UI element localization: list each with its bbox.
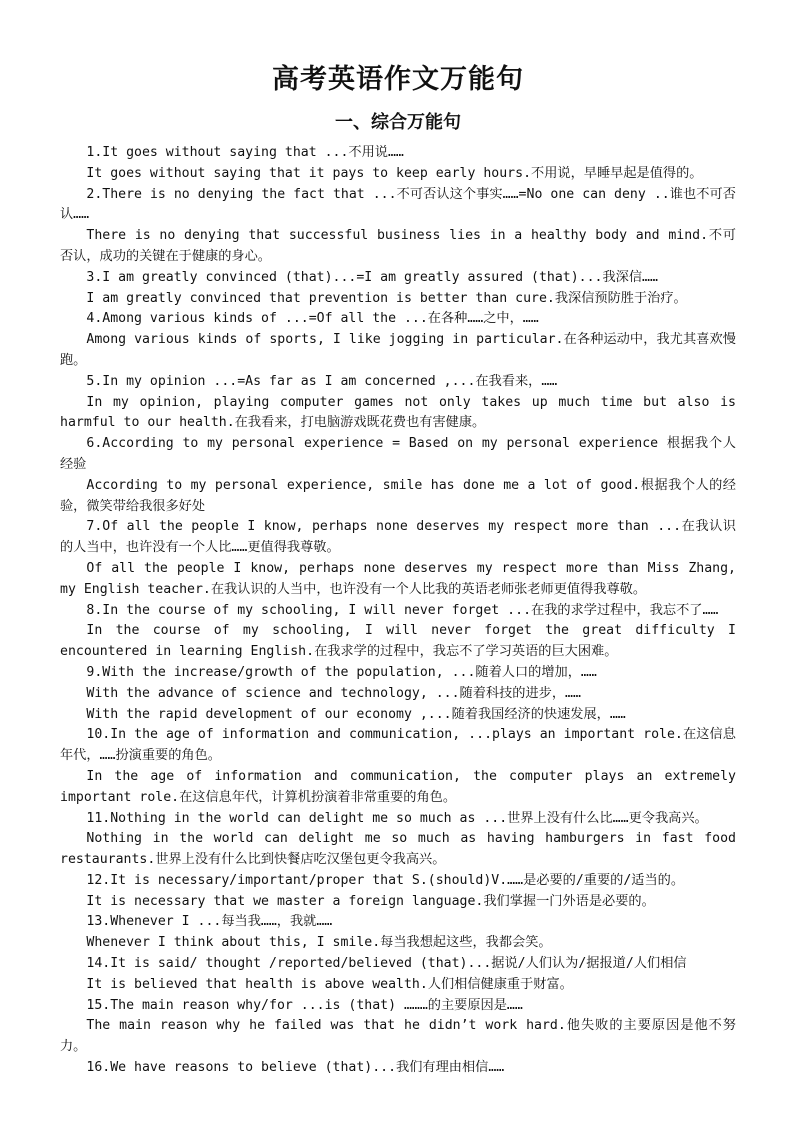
pattern-line: 10.In the age of information and communication, ...plays an important role.在这信息年代，……扮演重要的角色。	[60, 727, 736, 764]
pattern-line: 9.With the increase/growth of the population, ...随着人口的增加，……	[86, 664, 597, 680]
example-line: Of all the people I know, perhaps none deserves my respect more than Miss Zhang, my English teacher.在我认识的人当中，也许没有一个人比我的英语老师张老师更值得我尊敬。	[60, 560, 736, 597]
example-line: In the course of my schooling, I will never forget the great difficulty I encountered in learning English.在我求学的过程中，我忘不了学习英语的巨大困难。	[60, 623, 736, 660]
pattern-line: 4.Among various kinds of ...=Of all the ...在各种……之中，……	[86, 311, 539, 327]
example-line: I am greatly convinced that prevention is better than cure.我深信预防胜于治疗。	[86, 290, 687, 306]
sentence-list	[60, 143, 736, 1079]
pattern-line: 2.There is no denying the fact that ...不可否认这个事实……=No one can deny ..谁也不可否认……	[60, 186, 736, 223]
example-line: According to my personal experience, smile has done me a lot of good.根据我个人的经验，微笑带给我很多好处	[60, 477, 736, 514]
document-page	[60, 62, 736, 1079]
example-line: There is no denying that successful business lies in a healthy body and mind.不可否认，成功的关键在于健康的身心。	[60, 228, 736, 264]
pattern-line: 14.It is said/ thought /reported/believed (that)...据说/人们认为/据报道/人们相信	[86, 956, 687, 972]
pattern-line: 6.According to my personal experience = Based on my personal experience 根据我个人经验	[60, 436, 736, 472]
pattern-line: 12.It is necessary/important/proper that S.(should)V.……是必要的/重要的/适当的。	[86, 872, 685, 888]
pattern-line: 8.In the course of my schooling, I will never forget ...在我的求学过程中，我忘不了……	[86, 602, 719, 618]
pattern-line: 16.We have reasons to believe (that)...我们有理由相信……	[86, 1060, 505, 1076]
example-line: It is necessary that we master a foreign language.我们掌握一门外语是必要的。	[86, 893, 655, 909]
example-line: Among various kinds of sports, I like jogging in particular.在各种运动中，我尤其喜欢慢跑。	[60, 332, 736, 368]
example-line: With the advance of science and technology, ...随着科技的进步，……	[86, 685, 581, 701]
pattern-line: 3.I am greatly convinced (that)...=I am greatly assured (that)...我深信……	[86, 269, 658, 285]
example-line: In the age of information and communication, the computer plays an extremely important role.在这信息年代，计算机扮演着非常重要的角色。	[60, 768, 736, 805]
example-line: The main reason why he failed was that he didn’t work hard.他失败的主要原因是他不努力。	[60, 1018, 736, 1055]
example-line: With the rapid development of our economy ,...随着我国经济的快速发展，……	[86, 706, 626, 722]
pattern-line: 15.The main reason why/for ...is (that) ………的主要原因是……	[86, 997, 523, 1013]
pattern-line: 13.Whenever I ...每当我……，我就……	[86, 914, 333, 930]
page-title: 高考英语作文万能句	[272, 64, 524, 95]
example-line: It goes without saying that it pays to keep early hours.不用说，早睡早起是值得的。	[86, 165, 703, 181]
example-line: Whenever I think about this, I smile.每当我想起这些，我都会笑。	[86, 935, 552, 951]
pattern-line: 11.Nothing in the world can delight me so much as ...世界上没有什么比……更令我高兴。	[86, 810, 708, 826]
pattern-line: 5.In my opinion ...=As far as I am concerned ,...在我看来，……	[86, 373, 558, 389]
example-line: Nothing in the world can delight me so much as having hamburgers in fast food restaurants.世界上没有什么比到快餐店吃汉堡包更令我高兴。	[60, 831, 736, 868]
example-line: It is believed that health is above wealth.人们相信健康重于财富。	[86, 976, 573, 992]
example-line: In my opinion, playing computer games not only takes up much time but also is harmful to our health.在我看来，打电脑游戏既花费也有害健康。	[60, 394, 736, 431]
pattern-line: 1.It goes without saying that ...不用说……	[86, 145, 404, 160]
pattern-line: 7.Of all the people I know, perhaps none deserves my respect more than ...在我认识的人当中，也许没有一个人比……更值得我尊敬。	[60, 519, 736, 556]
section-heading: 一、综合万能句	[335, 112, 461, 133]
